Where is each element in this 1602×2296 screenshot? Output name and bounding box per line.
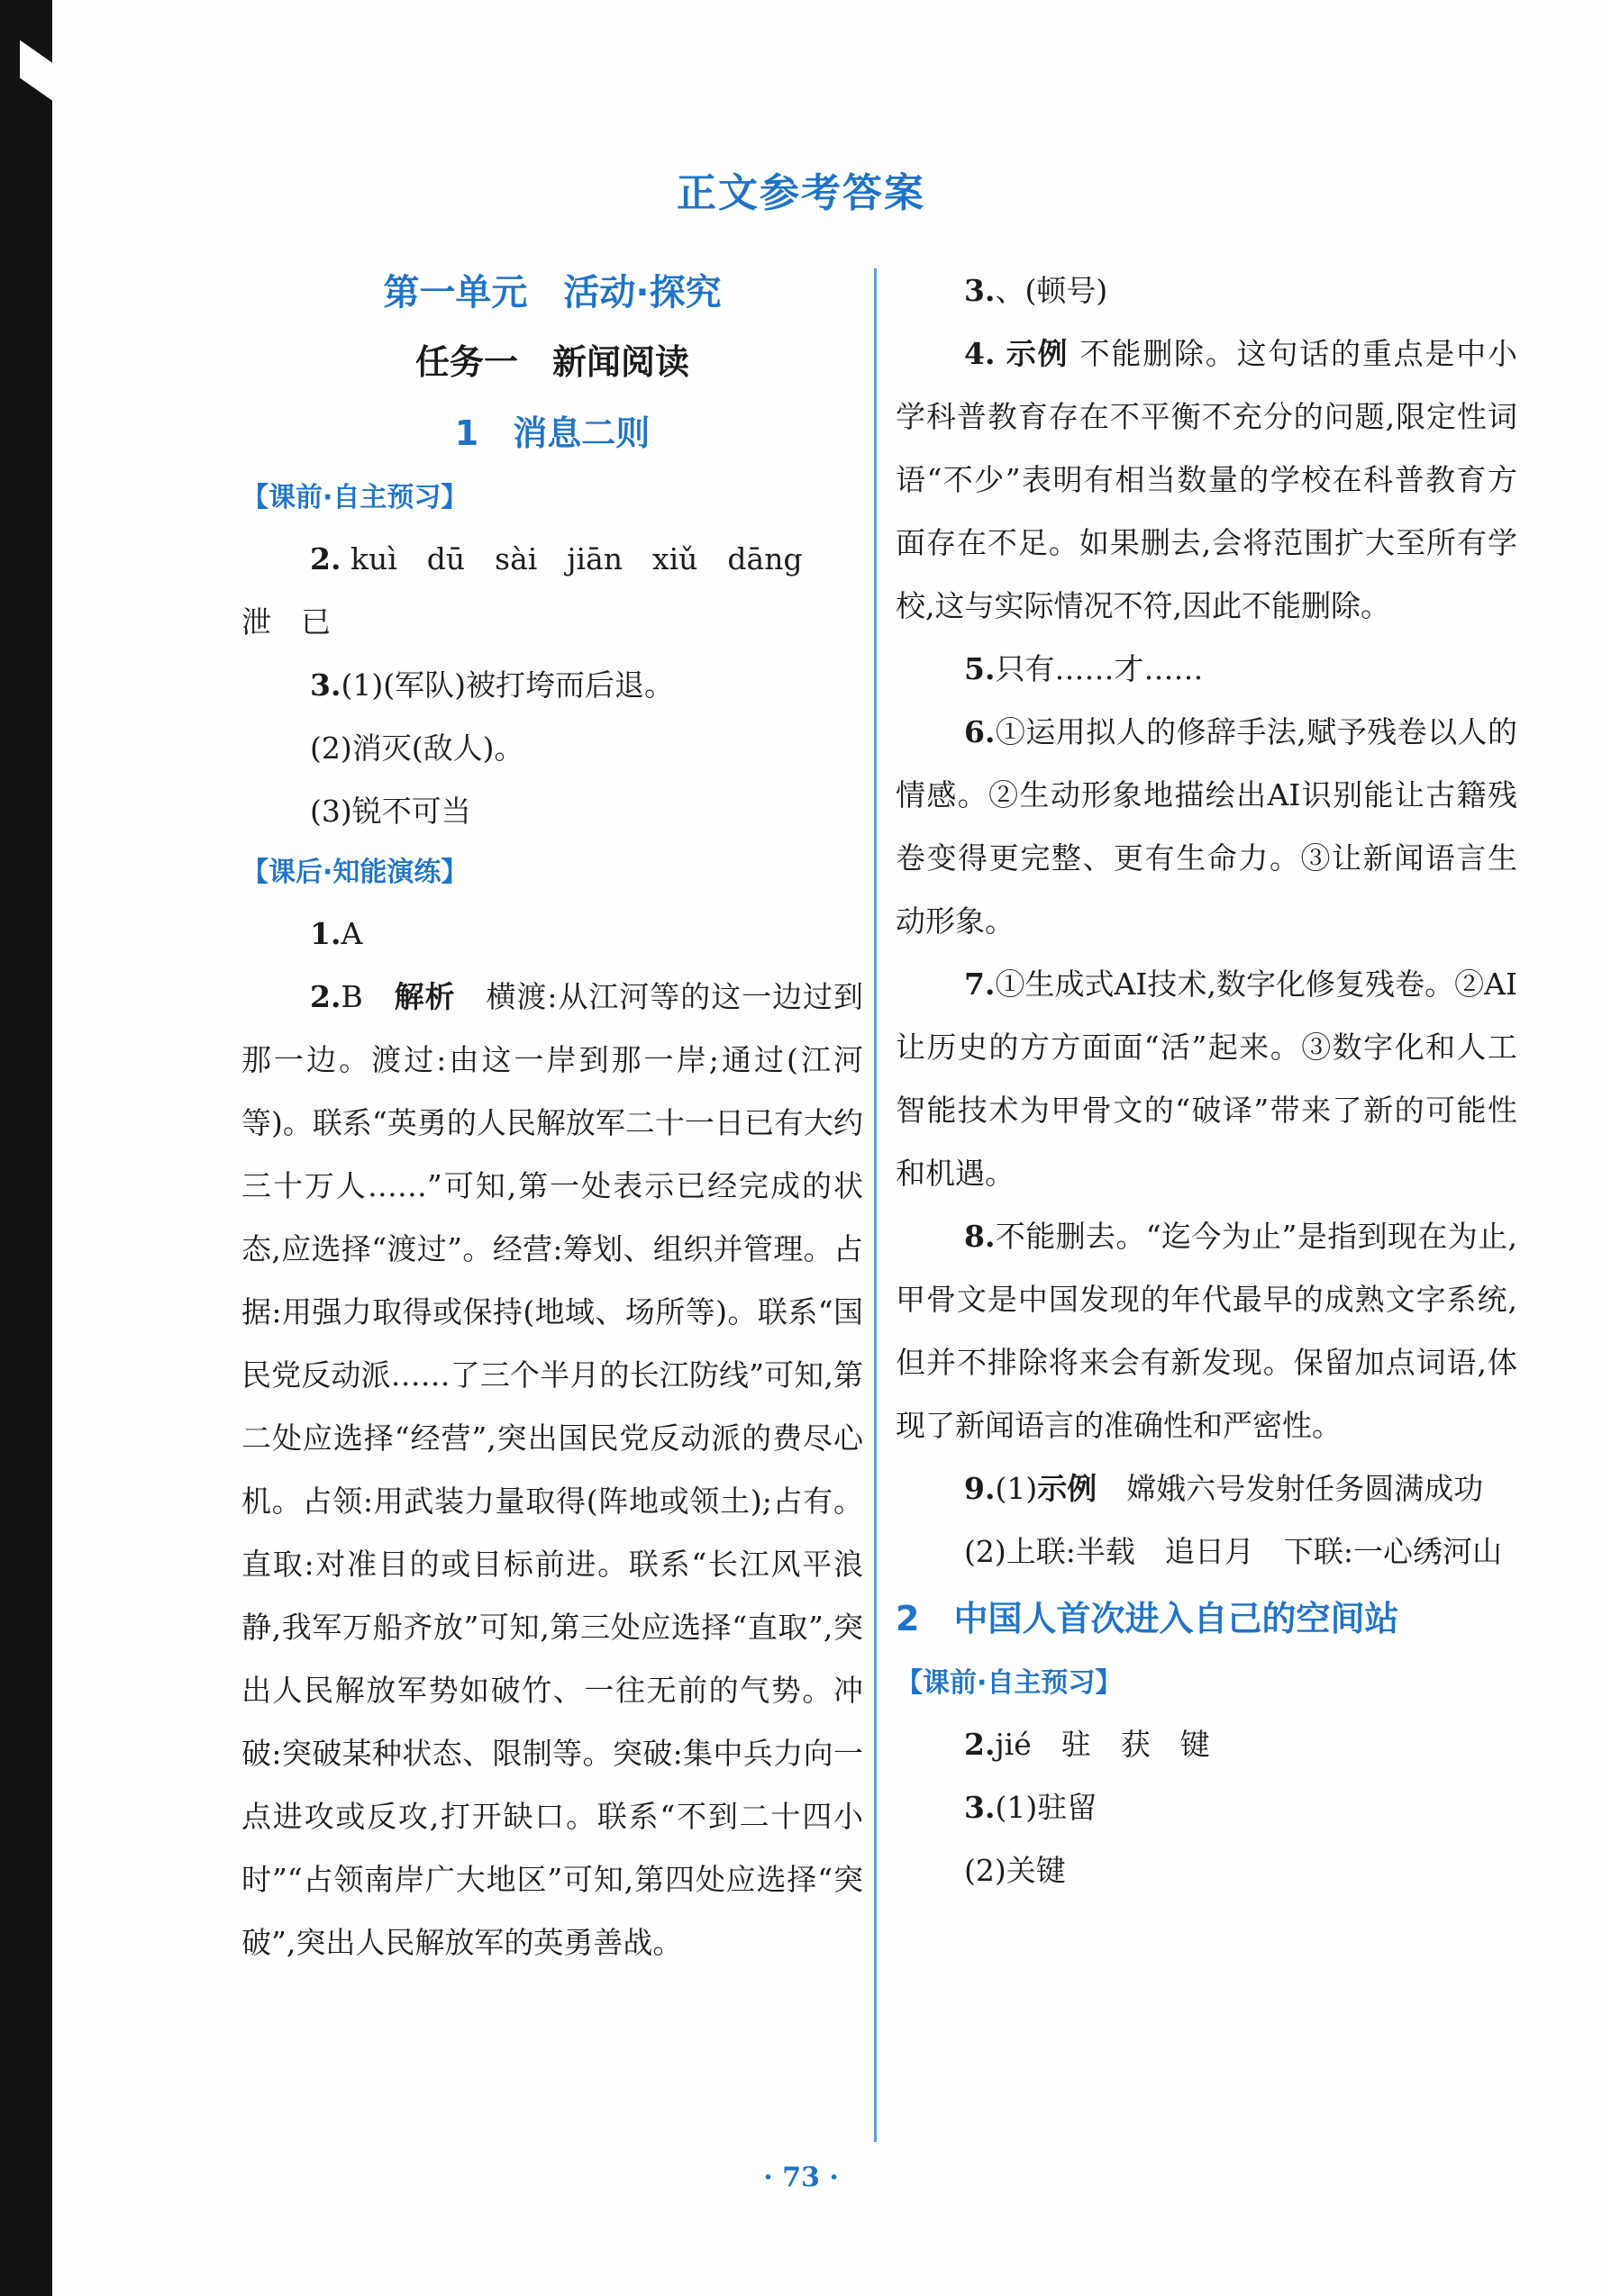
page-number: · 73 ·	[763, 2162, 839, 2193]
answer-item: 2.jié 驻 获 键	[964, 1727, 1210, 1762]
book-spine-shadow	[0, 0, 52, 2296]
answer-subitem: (2)上联:半载 追日月 下联:一心绣河山	[964, 1534, 1502, 1569]
answer-item: 6.①运用拟人的修辞手法,赋予残卷以人的情感。②生动形象地描绘出AI识别能让古籍残卷变得更完整、更有生命力。③让新闻语言生动形象。	[896, 714, 1517, 939]
answer-item: 1.A	[310, 916, 363, 951]
answer-subitem: (2)消灭(敌人)。	[310, 731, 524, 766]
answer-item: 7.①生成式AI技术,数字化修复残卷。②AI让历史的方方面面“活”起来。③数字化和人工智能技术为甲骨文的“破译”带来了新的可能性和机遇。	[896, 966, 1517, 1191]
left-column	[241, 259, 863, 1974]
answer-item: 3.(1)驻留	[964, 1790, 1097, 1825]
answer-item-cont: 泄 已	[241, 604, 331, 640]
answer-item: 4. 示例 不能删除。这句话的重点是中小学科普教育存在不平衡不充分的问题,限定性词语“不少”表明有相当数量的学校在科普教育方面存在不足。如果删去,会将范围扩大至所有学校,这与实际情况不符,因此不能删除。	[896, 336, 1517, 623]
section-heading-preview: 【课前·自主预习】	[896, 1667, 1123, 1699]
section-heading-practice: 【课后·知能演练】	[241, 857, 469, 888]
section-heading-preview: 【课前·自主预习】	[241, 482, 469, 513]
lesson-title: 1 消息二则	[454, 413, 651, 453]
answer-item-analysis: 2.B 解析 横渡:从江河等的这一边过到那一边。渡过:由这一岸到那一岸;通过(江河等)。联系“英勇的人民解放军二十一日已有大约三十万人……”可知,第一处表示已经完成的状态,应选择“渡过”。经营:筹划、组织并管理。占据:用强力取得或保持(地域、场所等)。联系“国民党反动派……了三个半月的长江防线”可知,第二处应选择“经营”,突出国民党反动派的费尽心机。占领:用武装力量取得(阵地或领土);占有。直取:对准目的或目标前进。联系“长江风平浪静,我军万船齐放”可知,第三处应选择“直取”,突出人民解放军势如破竹、一往无前的气势。冲破:突破某种状态、限制等。突破:集中兵力向一点进攻或反攻,打开缺口。联系“不到二十四小时”“占领南岸广大地区”可知,第四处应选择“突破”,突出人民解放军的英勇善战。	[241, 979, 864, 1960]
answer-item: 3.、(顿号)	[964, 273, 1108, 308]
answer-item: 3.(1)(军队)被打垮而后退。	[310, 667, 674, 703]
unit-title: 第一单元 活动·探究	[383, 272, 722, 313]
right-column	[896, 259, 1517, 1902]
answer-item: 8.不能删去。“迄今为止”是指到现在为止,甲骨文是中国发现的年代最早的成熟文字系统,但并不排除将来会有新发现。保留加点词语,体现了新闻语言的准确性和严密性。	[896, 1219, 1517, 1443]
task-title: 任务一 新闻阅读	[414, 342, 689, 382]
answer-item: 9.(1)示例 嫦娥六号发射任务圆满成功	[964, 1471, 1484, 1506]
answer-subitem: (2)关键	[964, 1853, 1066, 1888]
answer-item: 5.只有……才……	[964, 651, 1204, 686]
page-title: 正文参考答案	[677, 170, 925, 216]
answer-subitem: (3)锐不可当	[310, 794, 471, 829]
column-divider	[874, 268, 877, 2142]
answer-item: 2. kuì dū sài jiān xiǔ dāng	[310, 541, 803, 576]
lesson-title: 2 中国人首次进入自己的空间站	[896, 1599, 1399, 1638]
